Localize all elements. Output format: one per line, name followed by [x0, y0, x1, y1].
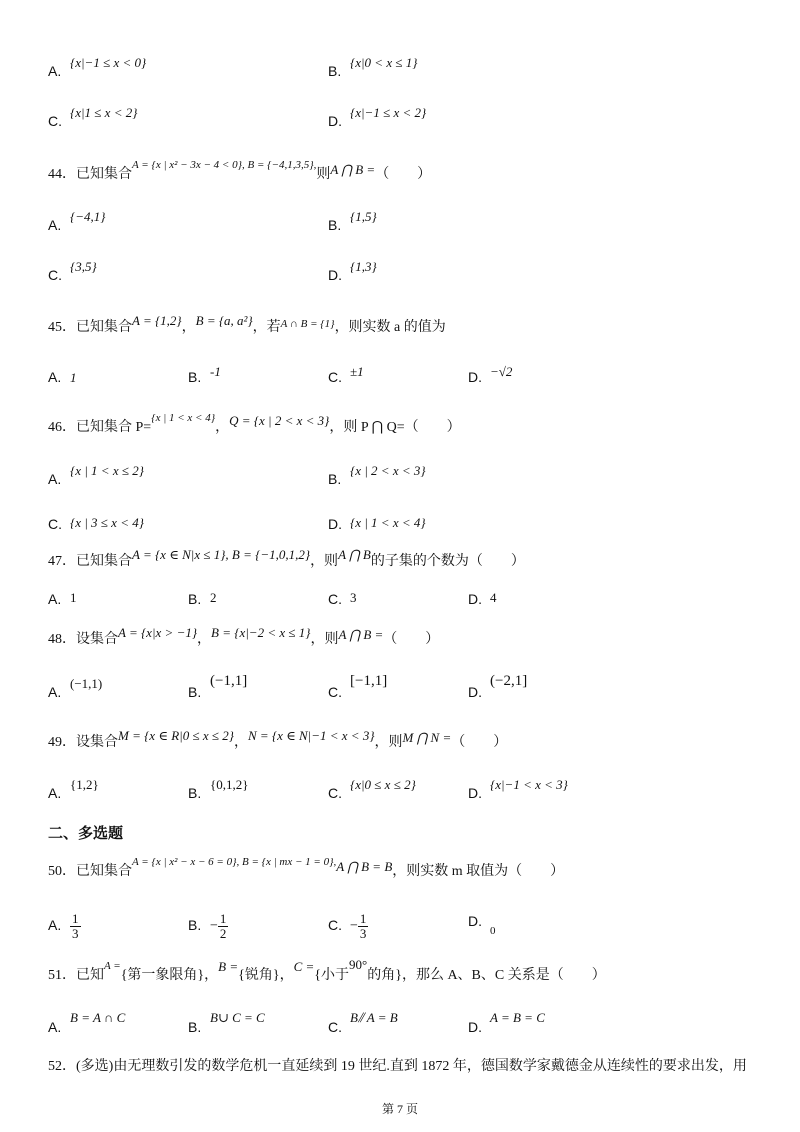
question-49-stem: 49．设集合M = {x ∈ R|0 ≤ x ≤ 2}，N = {x ∈ N|−1 < x < 3}，则M ⋂ N =（ ） — [48, 728, 508, 750]
question-46-stem: 46．已知集合 P=$^{\{x | 1 < x < 4\}}$，Q = {x | 2 < x < 3}，则 P ⋂ Q=（ ） — [48, 412, 461, 435]
top-option-b — [328, 55, 418, 82]
option-label: D. — [328, 113, 342, 129]
question-50-stem: 50．已知集合$^{A = \{x | x^2 - x - 6 = 0\}, B = \{x | mx - 1 = 0\},}$A ⋂ B = B，则实数 m 取值为（ ） — [48, 856, 565, 879]
q48-option-a: A.(−1,1) — [48, 676, 103, 700]
option-math: {x|−1 ≤ x < 0} — [70, 55, 147, 70]
option-math: {x|−1 ≤ x < 2} — [350, 105, 427, 120]
q51-option-d: D.A = B = C — [468, 1010, 545, 1035]
fraction: $\frac{1}{3}$ — [72, 911, 79, 941]
page-number: 第 7 页 — [381, 1102, 418, 1116]
option-math: {x|0 < x ≤ 1} — [350, 55, 418, 70]
q51-option-b: B.B∪ C = C — [188, 1010, 265, 1035]
q49-option-c: C.{x|0 ≤ x ≤ 2} — [328, 777, 416, 801]
q49-option-b: B.{0,1,2} — [188, 777, 249, 801]
top-option-d — [328, 105, 427, 132]
q45-option-b: B. -1 — [188, 364, 221, 385]
q47-option-d: D. 4 — [468, 590, 497, 607]
q45-option-a: A. 1 — [48, 369, 77, 385]
question-48-stem: 48．设集合A = {x|x > −1}，B = {x|−2 < x ≤ 1}，则A ⋂ B =（ ） — [48, 625, 440, 647]
q49-option-d: D.{x|−1 < x < 3} — [468, 777, 568, 801]
q50-option-a: A. $\frac{1}{3}$ — [48, 911, 79, 941]
q44-option-a: A.{−4,1} — [48, 209, 106, 233]
q50-option-d: $D._0$ — [468, 913, 496, 937]
q50-option-b: B. − $\frac{1}{2}$ — [188, 911, 227, 941]
q45-option-d: D. −√2 — [468, 364, 513, 385]
option-math: {x|1 ≤ x < 2} — [70, 105, 138, 120]
q47-option-c: C. 3 — [328, 590, 357, 607]
q47-option-b: B. 2 — [188, 590, 217, 607]
section-heading: 二、多选题 — [48, 825, 124, 842]
q49-option-a: A.{1,2} — [48, 777, 99, 801]
q44-option-b: B.{1,5} — [328, 209, 377, 233]
q44-option-d: D.{1,3} — [328, 259, 377, 283]
q50-option-c: C. − $\frac{1}{3}$ — [328, 911, 367, 941]
q51-option-a: A.B = A ∩ C — [48, 1010, 126, 1035]
question-44-stem: 44．已知集合$^{A = \{x | x^2 - 3x - 4 < 0\}, B = \{-4,1,3,5\},}$则A ⋂ B =（ ） — [48, 159, 432, 182]
q46-option-d: D. {x | 1 < x < 4} — [328, 515, 426, 532]
q48-option-c: C.[−1,1] — [328, 673, 388, 700]
option-label: C. — [48, 113, 62, 129]
fraction: $\frac{1}{2}$ — [219, 911, 227, 941]
q51-option-c: C.B⫽ A = B — [328, 1010, 398, 1035]
question-47-stem: 47．已知集合A = {x ∈ N|x ≤ 1}, B = {−1,0,1,2}，则A ⋂ B的子集的个数为（ ） — [48, 547, 525, 569]
question-51-stem: 51．已知$^{A =}${第一象限角}，B ={锐角}，C ={小于90°的角}，那么 A、B、C 关系是（ ） — [48, 957, 606, 983]
q45-option-c: C. ±1 — [328, 364, 364, 385]
q46-option-c: C. {x | 3 ≤ x < 4} — [48, 515, 144, 532]
q48-option-d: D.(−2,1] — [468, 673, 528, 700]
option-label: A. — [48, 63, 62, 79]
q46-option-b: B.{x | 2 < x < 3} — [328, 463, 426, 487]
top-option-c — [48, 105, 138, 132]
question-45-stem: 45．已知集合A = {1,2}，B = {a, a²}，若$^{A \cap B = \{1\}}$，则实数 a 的值为 — [48, 313, 446, 335]
fraction: $\frac{1}{3}$ — [359, 911, 367, 941]
q46-option-a: A.{x | 1 < x ≤ 2} — [48, 463, 144, 487]
question-52-stem: 52．(多选)由无理数引发的数学危机一直延续到 19 世纪.直到 1872 年，德国数学家戴德金从连续性的要求出发，用 — [48, 1059, 747, 1074]
q47-option-a: A. 1 — [48, 590, 77, 607]
top-option-a — [48, 55, 147, 82]
option-label: B. — [328, 63, 342, 79]
q48-option-b: B.(−1,1] — [188, 673, 248, 700]
q44-option-c: C.{3,5} — [48, 259, 97, 283]
